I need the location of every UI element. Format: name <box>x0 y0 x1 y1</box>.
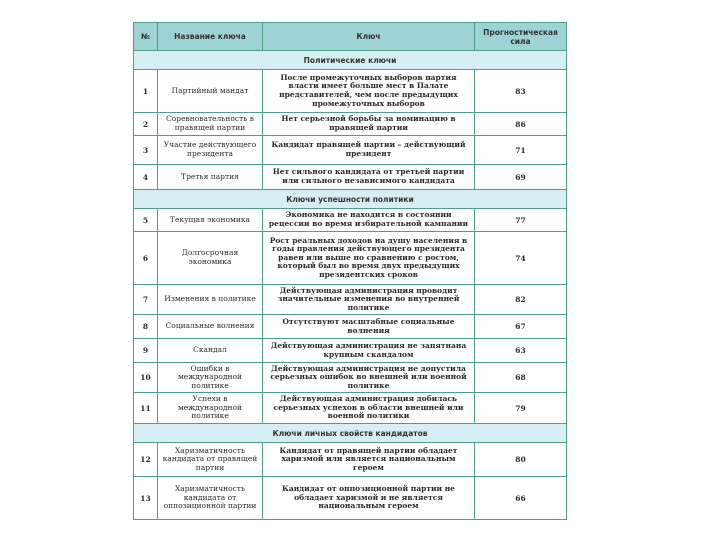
row-name: Харизматичность кандидата от правящей партии <box>158 443 263 477</box>
row-key: Экономика не находится в состоянии рецессии во время избирательной кампании <box>263 209 475 232</box>
header-row <box>134 23 567 51</box>
row-name: Третья партия <box>158 165 263 190</box>
table-row <box>134 136 567 165</box>
row-number: 4 <box>134 165 158 190</box>
row-name: Социальные волнения <box>158 315 263 339</box>
table-row <box>134 315 567 339</box>
row-number: 9 <box>134 339 158 363</box>
row-key: Нет сильного кандидата от третьей партии или сильного независимого кандидата <box>263 165 475 190</box>
row-number: 13 <box>134 477 158 520</box>
row-key: Рост реальных доходов на душу населения в годы правления действующего президента равен или выше по сравнению с ростом, который был во время двух предыдущих президентских сроков <box>263 232 475 285</box>
row-power: 74 <box>475 232 567 285</box>
keys-table-container <box>133 22 566 520</box>
row-number: 1 <box>134 70 158 113</box>
row-name: Скандал <box>158 339 263 363</box>
section-title: Политические ключи <box>134 51 567 70</box>
table-row <box>134 209 567 232</box>
section-row-policy-success <box>134 190 567 209</box>
row-key: Кандидат правящей партии – действующий президент <box>263 136 475 165</box>
section-title: Ключи личных свойств кандидатов <box>134 424 567 443</box>
table-row <box>134 70 567 113</box>
row-power: 67 <box>475 315 567 339</box>
keys-table <box>133 22 567 520</box>
table-row <box>134 339 567 363</box>
header-power: Прогностическая сила <box>475 23 567 51</box>
row-power: 66 <box>475 477 567 520</box>
row-key: Отсутствуют масштабные социальные волнения <box>263 315 475 339</box>
table-row <box>134 165 567 190</box>
row-key: Кандидат от правящей партии обладает харизмой или является национальным героем <box>263 443 475 477</box>
row-number: 6 <box>134 232 158 285</box>
row-number: 8 <box>134 315 158 339</box>
row-name: Долгосрочная экономика <box>158 232 263 285</box>
table-row <box>134 477 567 520</box>
row-number: 12 <box>134 443 158 477</box>
row-name: Изменения в политике <box>158 285 263 315</box>
section-row-candidates <box>134 424 567 443</box>
row-power: 83 <box>475 70 567 113</box>
table-row <box>134 443 567 477</box>
row-power: 68 <box>475 363 567 393</box>
table-row <box>134 363 567 393</box>
header-key: Ключ <box>263 23 475 51</box>
section-row-political <box>134 51 567 70</box>
table-row <box>134 232 567 285</box>
row-key: Действующая администрация не запятнана крупным скандалом <box>263 339 475 363</box>
row-number: 10 <box>134 363 158 393</box>
row-key: Кандидат от оппозиционной партии не обладает харизмой и не является национальным героем <box>263 477 475 520</box>
row-key: Действующая администрация проводит значительные изменения во внутренней политике <box>263 285 475 315</box>
section-title: Ключи успешности политики <box>134 190 567 209</box>
row-power: 71 <box>475 136 567 165</box>
row-name: Партийный мандат <box>158 70 263 113</box>
header-number: № <box>134 23 158 51</box>
row-name: Харизматичность кандидата от оппозиционной партии <box>158 477 263 520</box>
row-power: 86 <box>475 113 567 136</box>
row-name: Успехи в международной политике <box>158 393 263 424</box>
row-name: Соревновательность в правящей партии <box>158 113 263 136</box>
row-power: 79 <box>475 393 567 424</box>
row-number: 2 <box>134 113 158 136</box>
header-name: Название ключа <box>158 23 263 51</box>
row-power: 82 <box>475 285 567 315</box>
row-number: 5 <box>134 209 158 232</box>
row-power: 80 <box>475 443 567 477</box>
row-name: Текущая экономика <box>158 209 263 232</box>
table-row <box>134 285 567 315</box>
row-number: 3 <box>134 136 158 165</box>
row-key: Действующая администрация добилась серьезных успехов в области внешней или военной политики <box>263 393 475 424</box>
row-name: Ошибки в международной политике <box>158 363 263 393</box>
row-key: Нет серьезной борьбы за номинацию в правящей партии <box>263 113 475 136</box>
row-power: 77 <box>475 209 567 232</box>
row-key: После промежуточных выборов партия власти имеет больше мест в Палате представителей, чем после предыдущих промежуточных выборов <box>263 70 475 113</box>
row-power: 69 <box>475 165 567 190</box>
table-row <box>134 113 567 136</box>
row-number: 7 <box>134 285 158 315</box>
row-number: 11 <box>134 393 158 424</box>
row-key: Действующая администрация не допустила серьезных ошибок во внешней или военной политике <box>263 363 475 393</box>
table-row <box>134 393 567 424</box>
row-name: Участие действующего президента <box>158 136 263 165</box>
row-power: 63 <box>475 339 567 363</box>
